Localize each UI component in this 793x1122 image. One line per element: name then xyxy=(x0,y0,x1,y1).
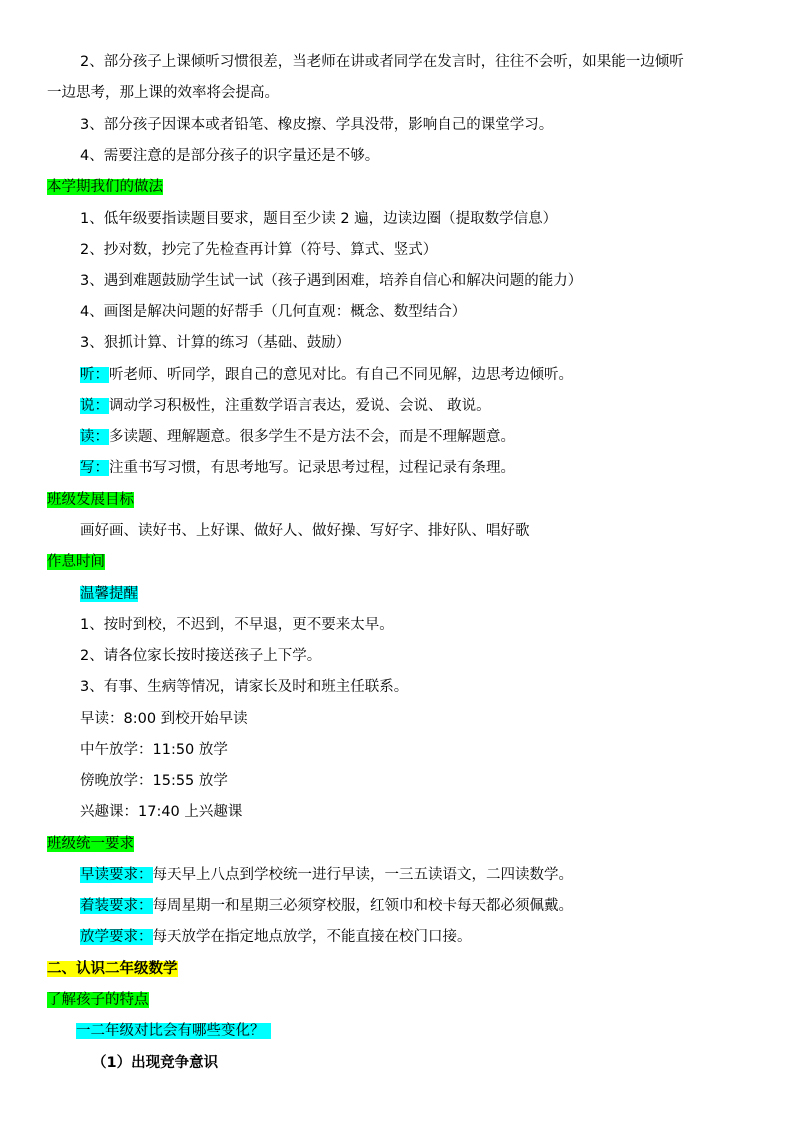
listen-item xyxy=(80,360,573,391)
read-text: 多读题、理解题意。很多学生不是方法不会，而是不理解题意。 xyxy=(109,429,515,445)
speak-text: 调动学习积极性，注重数学语言表达，爱说、会说、 敢说。 xyxy=(109,398,491,414)
list-item: 1、低年级要指读题目要求，题目至少读 2 遍，边读边圈（提取数学信息） xyxy=(80,211,558,227)
paragraph-line: 一边思考，那上课的效率将会提高。 xyxy=(47,85,279,101)
heading-text: 本学期我们的做法 xyxy=(47,179,163,195)
write-text: 注重书写习惯，有思考地写。记录思考过程，过程记录有条理。 xyxy=(109,460,515,476)
subheading xyxy=(80,579,138,610)
question-line xyxy=(76,1016,271,1047)
schedule-item: 兴趣课：17:40 上兴趣课 xyxy=(80,804,243,820)
subheading: （1）出现竞争意识 xyxy=(92,1055,219,1071)
rule-item xyxy=(80,860,573,891)
heading-text: 二、认识二年级数学 xyxy=(47,961,178,977)
paragraph-line: 3、部分孩子因课本或者铅笔、橡皮擦、学具没带，影响自己的课堂学习。 xyxy=(80,117,554,133)
list-item: 3、有事、生病等情况，请家长及时和班主任联系。 xyxy=(80,679,409,695)
listen-text: 听老师、听同学，跟自己的意见对比。有自己不同见解，边思考边倾听。 xyxy=(109,367,573,383)
heading-text: 作息时间 xyxy=(47,554,105,570)
reminder-title: 温馨提醒 xyxy=(80,586,138,602)
list-item: 3、遇到难题鼓励学生试一试（孩子遇到困难，培养自信心和解决问题的能力） xyxy=(80,273,583,289)
section-heading xyxy=(47,985,149,1016)
rule-label: 早读要求： xyxy=(80,867,153,883)
section-heading xyxy=(47,829,134,860)
list-item: 4、画图是解决问题的好帮手（几何直观：概念、数型结合） xyxy=(80,304,467,320)
rule-item xyxy=(80,922,472,953)
heading-text: 班级统一要求 xyxy=(47,836,134,852)
paragraph-line: 2、部分孩子上课倾听习惯很差，当老师在讲或者同学在发言时，往往不会听，如果能一边倾听 xyxy=(80,54,684,70)
section-heading xyxy=(47,485,134,516)
list-item: 1、按时到校，不迟到，不早退，更不要来太早。 xyxy=(80,617,394,633)
heading-text: 了解孩子的特点 xyxy=(47,992,149,1008)
paragraph-line: 画好画、读好书、上好课、做好人、做好操、写好字、排好队、唱好歌 xyxy=(80,523,530,539)
list-item: 2、请各位家长按时接送孩子上下学。 xyxy=(80,648,322,664)
rule-label: 着装要求： xyxy=(80,898,153,914)
list-item: 3、狠抓计算、计算的练习（基础、鼓励） xyxy=(80,335,351,351)
question-text: 一二年级对比会有哪些变化？ xyxy=(76,1023,271,1039)
schedule-item: 早读：8:00 到校开始早读 xyxy=(80,711,248,727)
rule-label: 放学要求： xyxy=(80,929,153,945)
rule-text: 每天放学在指定地点放学，不能直接在校门口接。 xyxy=(152,929,472,945)
section-heading xyxy=(47,547,105,578)
write-item xyxy=(80,453,515,484)
list-item: 2、抄对数，抄完了先检查再计算（符号、算式、竖式） xyxy=(80,242,438,258)
paragraph-line: 4、需要注意的是部分孩子的识字量还是不够。 xyxy=(80,148,380,164)
rule-item xyxy=(80,891,573,922)
heading-text: 班级发展目标 xyxy=(47,492,134,508)
schedule-item: 傍晚放学：15:55 放学 xyxy=(80,773,228,789)
write-label: 写： xyxy=(80,460,109,476)
section-heading xyxy=(47,172,163,203)
listen-label: 听： xyxy=(80,367,109,383)
schedule-item: 中午放学：11:50 放学 xyxy=(80,742,228,758)
rule-text: 每周星期一和星期三必须穿校服，红领巾和校卡每天都必须佩戴。 xyxy=(152,898,573,914)
major-heading xyxy=(47,954,178,985)
speak-item xyxy=(80,391,491,422)
rule-text: 每天早上八点到学校统一进行早读，一三五读语文，二四读数学。 xyxy=(152,867,573,883)
read-label: 读： xyxy=(80,429,109,445)
read-item xyxy=(80,422,515,453)
speak-label: 说： xyxy=(80,398,109,414)
